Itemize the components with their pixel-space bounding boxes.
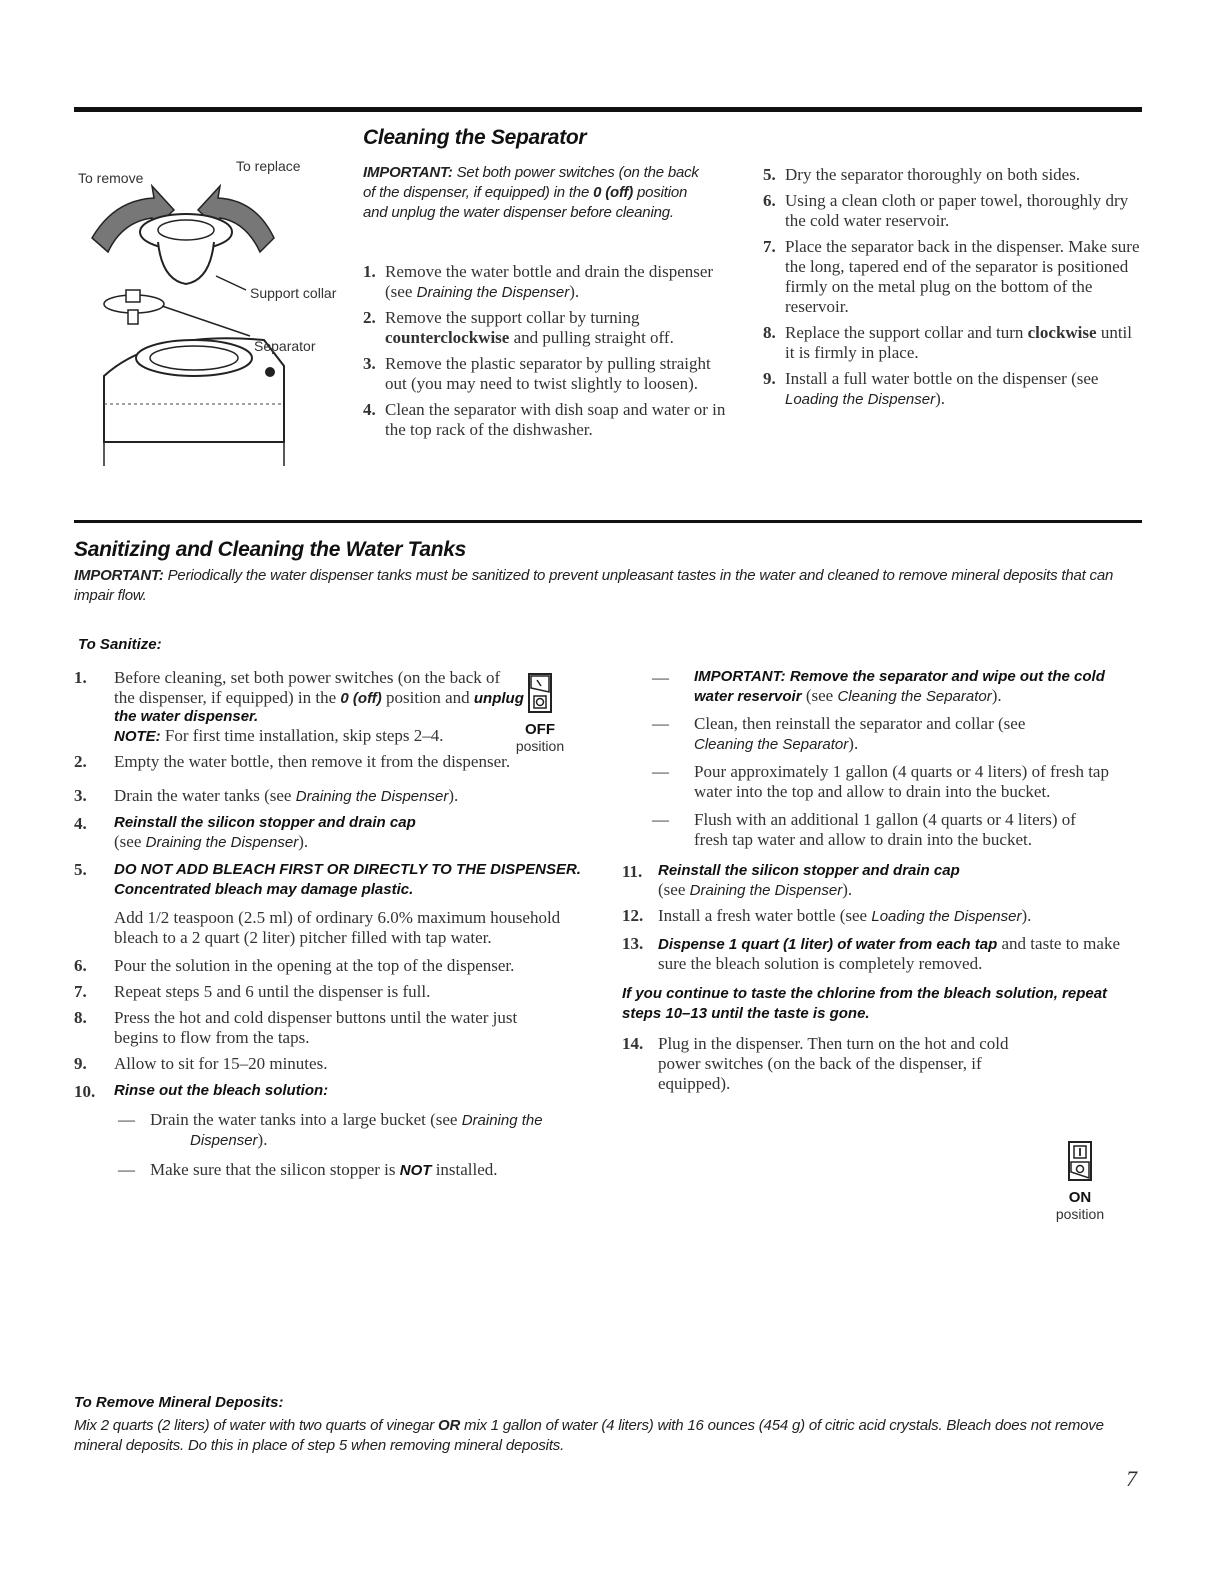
list-item [763, 323, 1141, 363]
list-item [118, 1160, 604, 1180]
step-ref: Loading the Dispenser [785, 391, 936, 408]
step-text: Install a full water bottle on the dispenser (see [785, 369, 1099, 388]
step-text: (see [658, 880, 690, 899]
step-number: 10. [74, 1082, 96, 1101]
list-item [763, 369, 1141, 409]
step-number: 6. [763, 191, 776, 210]
sanitize-right-column [622, 668, 1142, 1094]
step-text: Make sure that the silicon stopper is [150, 1160, 400, 1179]
mineral-text: Mix 2 quarts (2 liters) of water with two quarts of vinegar [74, 1417, 438, 1434]
step-text: ). [257, 1130, 268, 1149]
step-number: 8. [763, 323, 776, 342]
separator-steps-left [363, 262, 733, 446]
step-text: Remove the water bottle and drain the dispenser (see [385, 262, 714, 301]
step-number: 1. [363, 262, 376, 281]
sanitizing-title: Sanitizing and Cleaning the Water Tanks [74, 538, 467, 561]
note-text: For first time installation, skip steps 2–4. [160, 726, 444, 745]
step-number: 6. [74, 956, 87, 975]
important-bold: 0 (off) [593, 184, 634, 201]
step-text: Allow to sit for 15–20 minutes. [114, 1054, 328, 1073]
off-position-label: position [515, 738, 565, 754]
step-bold: unplug the water dispenser. [114, 690, 524, 725]
list-item [622, 906, 1142, 926]
step-bold: counterclockwise [385, 328, 510, 347]
step-text: Dry the separator thoroughly on both sides. [785, 165, 1081, 184]
step-text: Drain the water tanks (see [114, 786, 296, 805]
power-switch-off-icon [527, 672, 553, 714]
step-text: Press the hot and cold dispenser buttons until the water just begins to flow from the taps. [114, 1008, 518, 1047]
step-text: Replace the support collar and turn [785, 323, 1028, 342]
step-ref: Draining the Dispenser [145, 834, 299, 851]
dash-marker: — [652, 810, 669, 829]
step-ref: Draining the Dispenser [295, 788, 449, 805]
step-text: Drain the water tanks into a large bucket (see [150, 1110, 462, 1129]
step-number: 4. [363, 400, 376, 419]
to-remove-label: To remove [78, 170, 144, 186]
dash-marker: — [652, 668, 669, 687]
step-number: 1. [74, 668, 87, 687]
cleaning-separator-title: Cleaning the Separator [363, 126, 587, 149]
on-switch [1050, 1140, 1110, 1222]
list-item [363, 400, 733, 440]
step-text: ). [848, 734, 859, 753]
on-position-label: position [1055, 1206, 1105, 1222]
list-item [622, 934, 1128, 974]
list-item [622, 862, 1142, 900]
list-item [74, 1082, 604, 1100]
step-text: Repeat steps 5 and 6 until the dispenser is full. [114, 982, 431, 1001]
step-bold: Reinstall the silicon stopper and drain cap [658, 862, 960, 879]
step-number: 2. [74, 752, 87, 771]
important-text: Set both power switches (on the back of the dispenser, if equipped) in the [363, 164, 699, 201]
step-bold: Rinse out the bleach solution: [114, 1082, 329, 1099]
step-number: 8. [74, 1008, 87, 1027]
step-text: Flush with an additional 1 gallon (4 quarts or 4 liters) of fresh tap water and allow to drain into the bucket. [694, 810, 1076, 849]
step-bold: 0 (off) [340, 690, 382, 707]
step-number: 4. [74, 814, 87, 833]
step-text: ). [1021, 906, 1032, 925]
page-number: 7 [1126, 1466, 1137, 1491]
support-collar-label: Support collar [250, 285, 337, 301]
mineral-deposits-heading: To Remove Mineral Deposits: [74, 1394, 284, 1411]
step-number: 7. [763, 237, 776, 256]
section-rule [74, 520, 1142, 523]
list-item [74, 1008, 554, 1048]
step-ref: Draining the Dispenser [190, 1112, 543, 1149]
step-text: Clean, then reinstall the separator and collar (see [694, 714, 1026, 733]
step-text: Before cleaning, set both power switches (on the back of the dispenser, if equipped) in the [114, 668, 501, 707]
step-bold: DO NOT ADD BLEACH FIRST OR DIRECTLY TO THE DISPENSER. Concentrated bleach may damage plastic. [114, 861, 581, 898]
mineral-bold: OR [437, 1417, 461, 1434]
step-text: ). [991, 686, 1002, 705]
step-text: (see [114, 832, 146, 851]
list-item [74, 752, 514, 772]
list-item [74, 668, 524, 746]
step-text: Place the separator back in the dispenser. Make sure the long, tapered end of the separator is positioned firmly on the metal plug on the bottom of the reservoir. [785, 237, 1140, 316]
step-bold: clockwise [1027, 323, 1097, 342]
list-item [118, 1110, 590, 1150]
step-number: 13. [622, 934, 644, 953]
list-item [622, 810, 1094, 850]
important-text-2: position and unplug the water dispenser before cleaning. [363, 184, 688, 221]
step-number: 7. [74, 982, 87, 1001]
step-bold: Reinstall the silicon stopper and drain cap [114, 814, 416, 831]
step-number: 12. [622, 906, 644, 925]
step-text-end: ). [569, 282, 580, 301]
step-text: ). [448, 786, 459, 805]
step-text-end: and pulling straight off. [509, 328, 674, 347]
list-item [622, 762, 1124, 802]
step-number: 3. [363, 354, 376, 373]
step-text: Pour the solution in the opening at the top of the dispenser. [114, 956, 515, 975]
note-label: NOTE: [114, 728, 161, 745]
step-number: 9. [763, 369, 776, 388]
step-text: (see [801, 686, 838, 705]
step-text: Plug in the dispenser. Then turn on the hot and cold power switches (on the back of the dispenser, if equipped). [658, 1034, 1009, 1093]
step-text: Using a clean cloth or paper towel, thoroughly dry the cold water reservoir. [785, 191, 1129, 230]
top-rule [74, 107, 1142, 112]
step-text: Empty the water bottle, then remove it from the dispenser. [114, 752, 511, 771]
step-text: Remove the support collar by turning [385, 308, 640, 327]
list-item [763, 191, 1141, 231]
step-number: 5. [763, 165, 776, 184]
step-text: Clean the separator with dish soap and water or in the top rack of the dishwasher. [385, 400, 726, 439]
separator-important [363, 163, 713, 223]
step-number: 11. [622, 862, 643, 881]
dash-marker: — [118, 1160, 135, 1179]
step-ref: Loading the Dispenser [871, 908, 1022, 925]
step-bold: Dispense 1 quart (1 liter) of water from each tap [658, 936, 998, 953]
list-item [74, 814, 604, 852]
step-number: 5. [74, 860, 87, 879]
list-item [622, 714, 1054, 754]
list-item [74, 860, 594, 948]
step-ref: Cleaning the Separator [694, 736, 849, 753]
important-text: Periodically the water dispenser tanks must be sanitized to prevent unpleasant tastes in the water and cleaned to remove mineral deposits that can impair flow. [74, 567, 1114, 604]
off-label: OFF [525, 721, 555, 738]
step-number: 14. [622, 1034, 644, 1053]
list-item [622, 668, 1142, 706]
list-item [74, 956, 534, 976]
step-bold: NOT [399, 1162, 432, 1179]
separator-figure [74, 150, 354, 480]
step-number: 9. [74, 1054, 87, 1073]
step-number: 2. [363, 308, 376, 327]
step-ref: Cleaning the Separator [837, 688, 992, 705]
dash-marker: — [652, 762, 669, 781]
separator-steps-right [763, 165, 1141, 415]
step-number: 3. [74, 786, 87, 805]
repeat-note: If you continue to taste the chlorine from the bleach solution, repeat steps 10–13 until the taste is gone. [622, 985, 1108, 1022]
step-text: and taste to make sure the bleach solution is completely removed. [658, 934, 1121, 973]
step-ref: Draining the Dispenser [689, 882, 843, 899]
sanitizing-important [74, 566, 1142, 606]
to-replace-label: To replace [236, 158, 301, 174]
separator-label: Separator [254, 338, 316, 354]
list-item [363, 262, 733, 302]
list-item [763, 237, 1141, 317]
step-text: ). [842, 880, 853, 899]
mineral-deposits-text [74, 1416, 1142, 1456]
important-label: IMPORTANT: [363, 164, 453, 181]
step-bold: IMPORTANT: Remove the separator and wipe out the cold water reservoir [694, 668, 1105, 705]
step-ref: Draining the Dispenser [416, 284, 570, 301]
dash-marker: — [118, 1110, 135, 1129]
off-switch [510, 672, 570, 754]
step-text: ). [298, 832, 309, 851]
list-item [74, 1054, 604, 1074]
step-text: Add 1/2 teaspoon (2.5 ml) of ordinary 6.0% maximum household bleach to a 2 quart (2 liter) pitcher filled with tap water. [114, 908, 561, 947]
power-switch-on-icon [1067, 1140, 1093, 1182]
list-item [74, 982, 604, 1002]
list-item [74, 786, 604, 806]
step-text-end: ). [935, 389, 946, 408]
step-text: Pour approximately 1 gallon (4 quarts or 4 liters) of fresh tap water into the top and allow to drain into the bucket. [694, 762, 1109, 801]
list-item [622, 1034, 1048, 1094]
list-item [763, 165, 1141, 185]
list-item [363, 308, 733, 348]
step-text: Remove the plastic separator by pulling straight out (you may need to twist slightly to loosen). [385, 354, 711, 393]
step-text: position and [381, 688, 474, 707]
step-text: Install a fresh water bottle (see [658, 906, 872, 925]
important-label: IMPORTANT: [74, 567, 164, 584]
dash-marker: — [652, 714, 669, 733]
on-label: ON [1068, 1189, 1092, 1206]
list-item [363, 354, 733, 394]
step-text-end: until it is firmly in place. [785, 323, 1132, 362]
mineral-text-end: mix 1 gallon of water (4 liters) with 16 ounces (454 g) of citric acid crystals. Bleach does not remove mineral deposits. Do this in place of step 5 when removing mineral deposits. [74, 1417, 1104, 1454]
separator-diagram-icon [74, 180, 354, 480]
to-sanitize-heading: To Sanitize: [78, 636, 162, 653]
step-text: installed. [431, 1160, 498, 1179]
